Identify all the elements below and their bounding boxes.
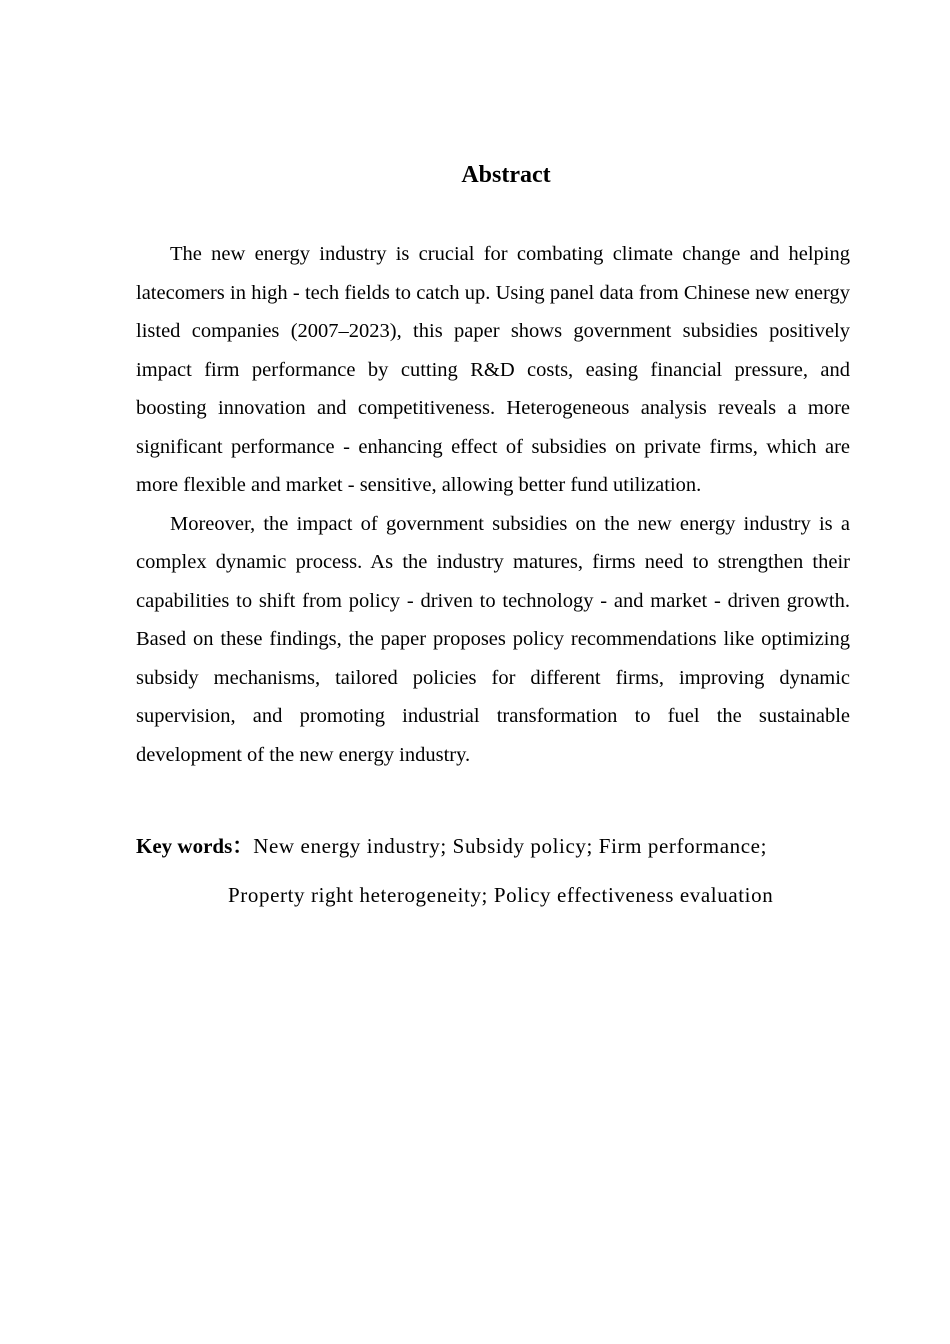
keywords-line-1 (136, 826, 896, 866)
keywords-text-2: Property right heterogeneity; Policy effectiveness evaluation (228, 883, 774, 907)
keywords-separator: ： (232, 834, 254, 858)
abstract-paragraph-2: Moreover, the impact of government subsidies on the new energy industry is a complex dynamic process. As the industry matures, firms need to strengthen their capabilities to shift from policy - driven to technology - and market - driven growth. Based on these findings, the paper proposes policy recommendations like optimizing subsidy mechanisms, tailored policies for different firms, improving dynamic supervision, and promoting industrial transformation to fuel the sustainable development of the new energy industry. (136, 512, 850, 766)
abstract-title: Abstract (461, 162, 551, 188)
keywords-line-2 (136, 875, 896, 915)
abstract-body (136, 235, 850, 774)
keywords-label: Key words (136, 834, 233, 858)
keywords-section (136, 826, 896, 915)
keywords-text-1: New energy industry; Subsidy policy; Firm performance; (253, 834, 768, 858)
abstract-paragraph-1: The new energy industry is crucial for combating climate change and helping latecomers in high - tech fields to catch up. Using panel data from Chinese new energy listed companies (2007–2023), this paper shows government subsidies positively impact firm performance by cutting R&D costs, easing financial pressure, and boosting innovation and competitiveness. Heterogeneous analysis reveals a more significant performance - enhancing effect of subsidies on private firms, which are more flexible and market - sensitive, allowing better fund utilization. (136, 243, 850, 496)
